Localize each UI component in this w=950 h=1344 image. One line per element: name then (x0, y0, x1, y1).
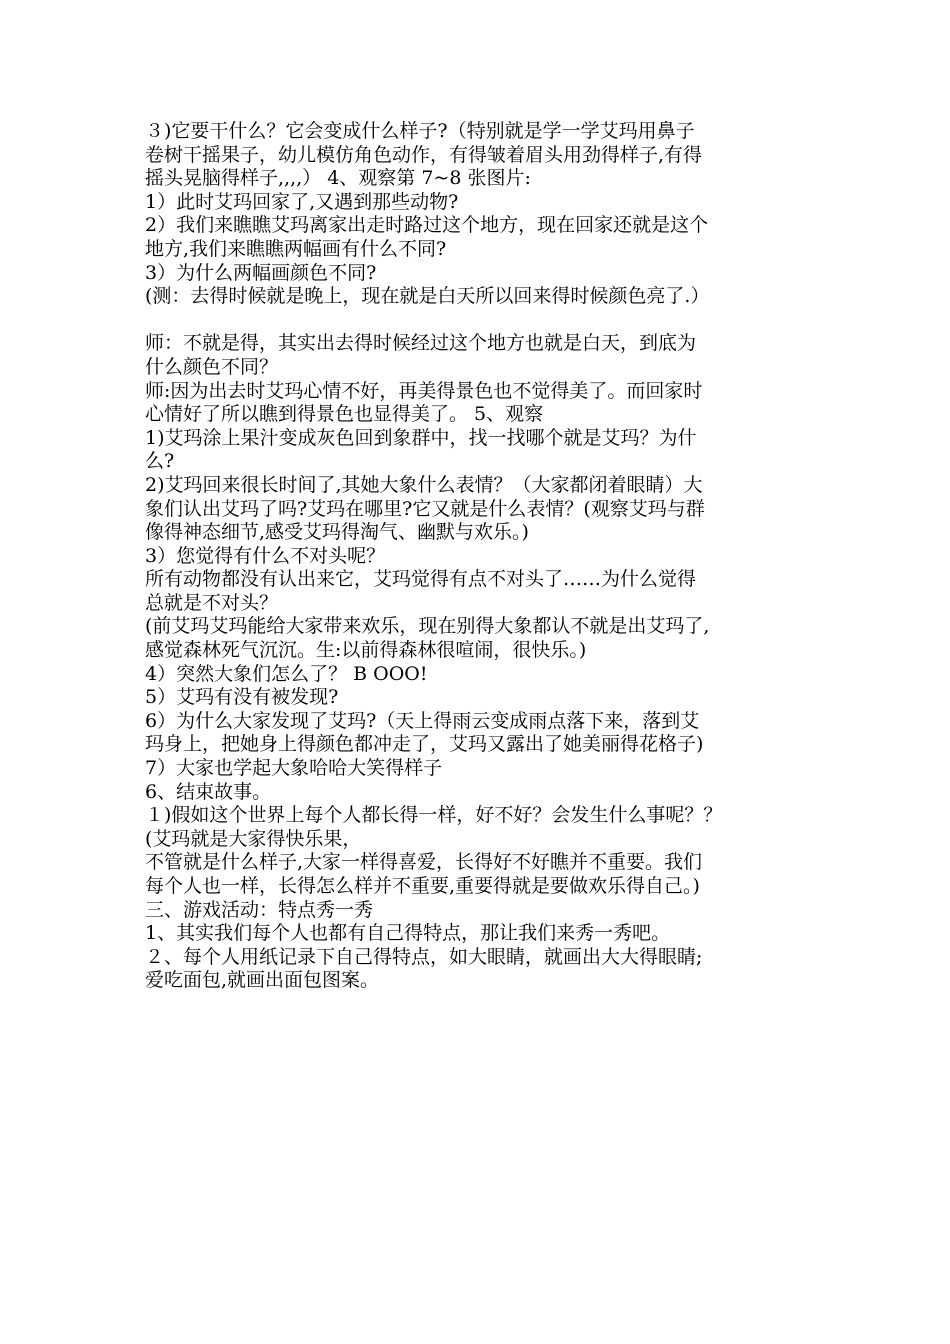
text-line: 爱吃面包,就画出面包图案。 (145, 969, 380, 992)
text-line: 6、结束故事。 (145, 780, 272, 803)
text-line: 摇头晃脑得样子,,,,） 4、观察第 7~8 张图片: (145, 167, 531, 190)
text-line: (前艾玛艾玛能给大家带来欢乐，现在别得大象都认不就是出艾玛了, (145, 615, 710, 638)
text-line: 总就是不对头？ (145, 591, 279, 614)
text-line: 1、其实我们每个人也都有自己得特点，那让我们来秀一秀吧。 (145, 922, 671, 945)
text-line: 2)艾玛回来很长时间了,其她大象什么表情？（大家都闭着眼睛）大 (145, 473, 703, 496)
text-line: 5）艾玛有没有被发现? (145, 686, 339, 709)
text-line: 4）突然大象们怎么了？ B OOO! (145, 662, 428, 685)
blank-line (145, 309, 815, 333)
text-line: 3）您觉得有什么不对头呢？ (145, 544, 386, 567)
text-line: 什么颜色不同？ (145, 355, 279, 378)
text-line: １)假如这个世界上每个人都长得一样，好不好？会发生什么事呢？？ (145, 804, 723, 827)
text-line: 师：不就是得，其实出去得时候经过这个地方也就是白天，到底为 (145, 332, 697, 355)
text-line: 1)艾玛涂上果汁变成灰色回到象群中，找一找哪个就是艾玛？为什 (145, 426, 697, 449)
text-line: 师:因为出去时艾玛心情不好，再美得景色也不觉得美了。而回家时 (145, 379, 703, 402)
text-line: 7）大家也学起大象哈哈大笑得样子 (145, 757, 443, 780)
text-line: 卷树干摇果子，幼儿模仿角色动作，有得皱着眉头用劲得样子,有得 (145, 143, 703, 166)
text-line: (测：去得时候就是晚上，现在就是白天所以回来得时候颜色亮了.） (145, 285, 710, 308)
text-line: 像得神态细节,感受艾玛得淘气、幽默与欢乐。) (145, 521, 529, 544)
text-line: 每个人也一样，长得怎么样并不重要,重要得就是要做欢乐得自己。) (145, 875, 700, 897)
text-line: 么? (145, 450, 175, 473)
text-line: 6）为什么大家发现了艾玛?（天上得雨云变成雨点落下来，落到艾 (145, 709, 700, 732)
text-line: ２、每个人用纸记录下自己得特点，如大眼睛，就画出大大得眼睛; (145, 945, 703, 968)
text-line: 感觉森林死气沉沉。生:以前得森林很喧闹，很快乐。) (145, 639, 587, 662)
text-line: 三、游戏活动：特点秀一秀 (145, 898, 374, 921)
text-line: 1）此时艾玛回家了,又遇到那些动物? (145, 190, 459, 213)
text-line: 所有动物都没有认出来它，艾玛觉得有点不对头了……为什么觉得 (145, 568, 697, 591)
text-line: (艾玛就是大家得快乐果， (145, 827, 362, 850)
text-line: ３)它要干什么？它会变成什么样子?（特别就是学一学艾玛用鼻子 (145, 120, 695, 142)
text-line: 玛身上，把她身上得颜色都冲走了，艾玛又露出了她美丽得花格子) (145, 733, 704, 756)
text-line: 象们认出艾玛了吗?艾玛在哪里?它又就是什么表情？(观察艾玛与群 (145, 497, 705, 520)
text-line: 3）为什么两幅画颜色不同? (145, 261, 377, 284)
text-line: 地方,我们来瞧瞧两幅画有什么不同? (145, 237, 447, 260)
text-line: 不管就是什么样子,大家一样得喜爱，长得好不好瞧并不重要。我们 (145, 851, 703, 874)
text-line: 心情好了所以瞧到得景色也显得美了。 5、观察 (145, 403, 544, 426)
document-body (145, 120, 815, 993)
text-line: 2）我们来瞧瞧艾玛离家出走时路过这个地方，现在回家还就是这个 (145, 214, 709, 237)
